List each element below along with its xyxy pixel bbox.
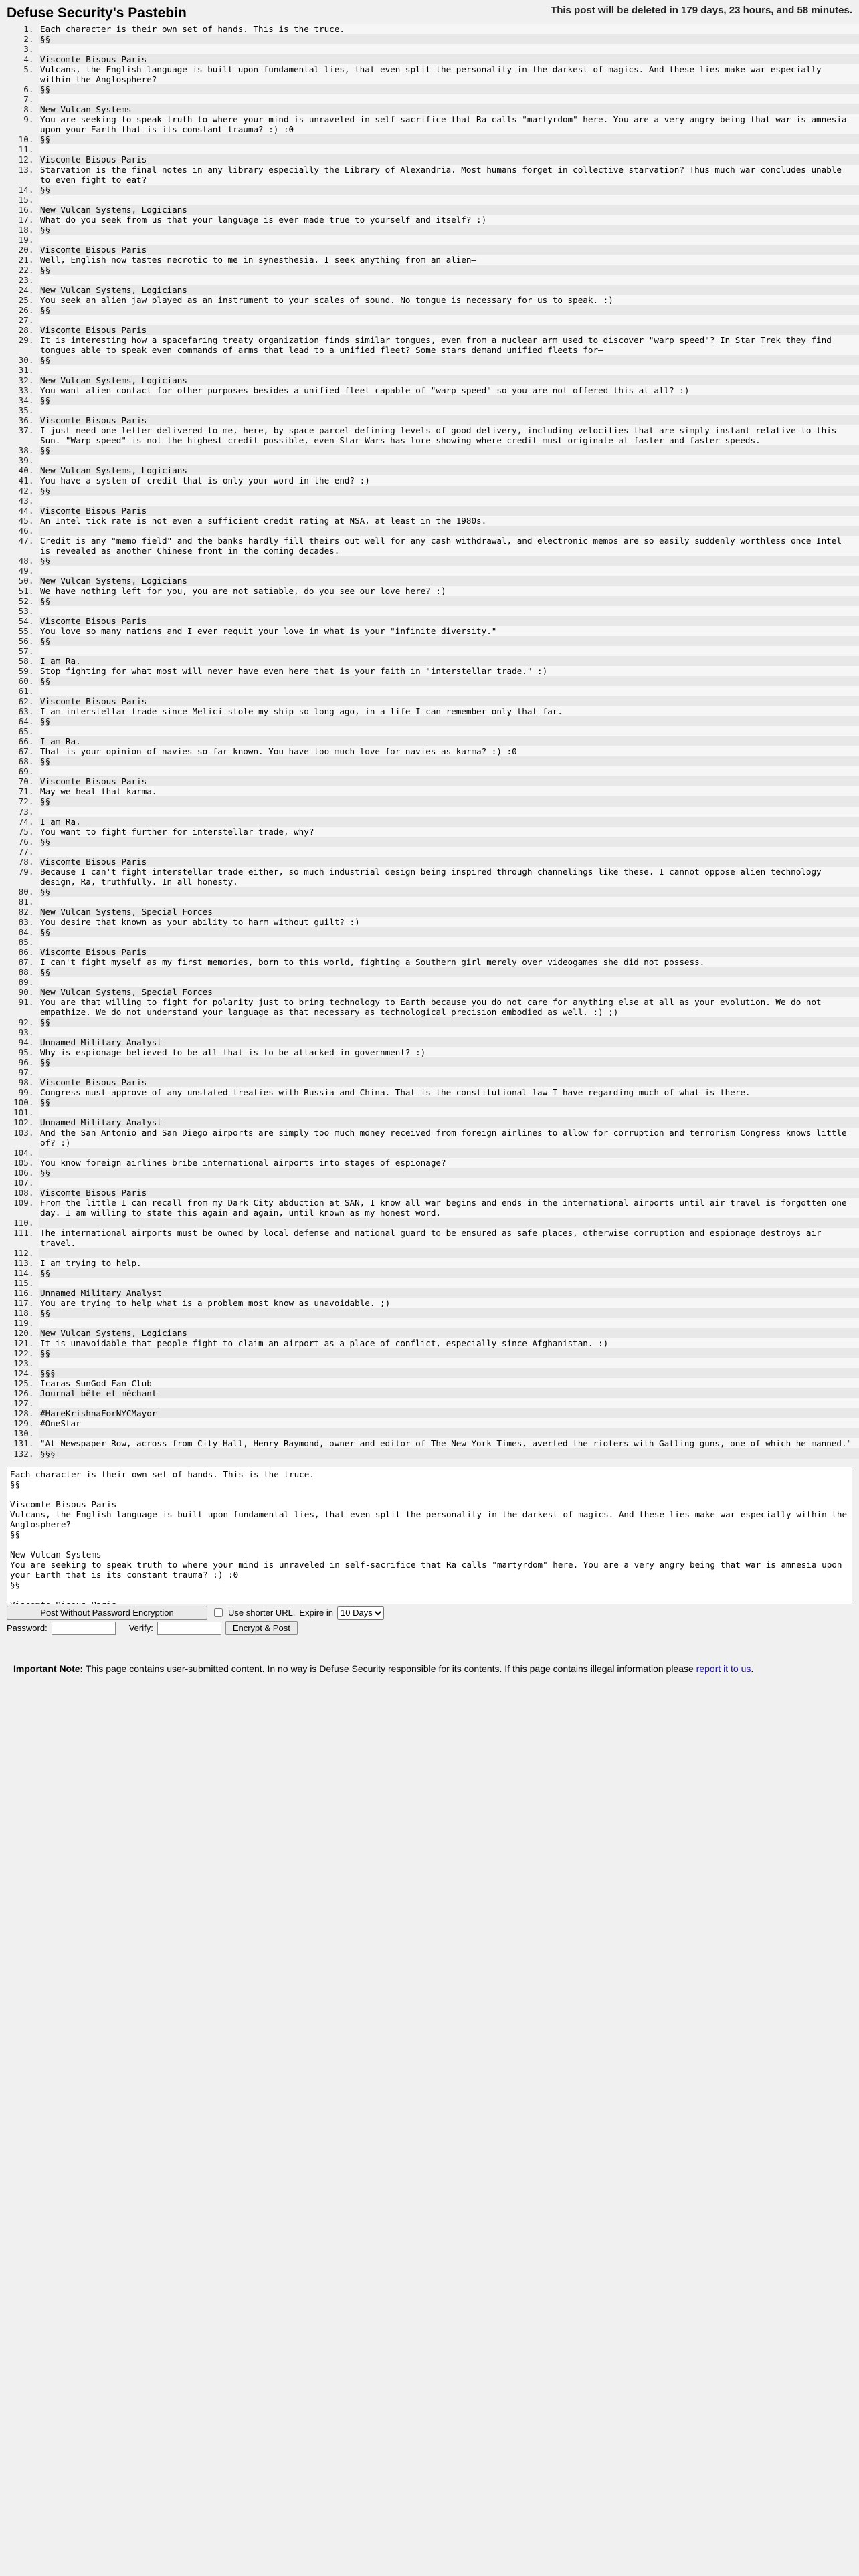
paste-line <box>39 455 859 465</box>
paste-line <box>39 526 859 536</box>
paste-line: 80. §§ <box>39 887 859 897</box>
paste-line: 44. Viscomte Bisous Paris <box>39 506 859 516</box>
paste-line: 12. Viscomte Bisous Paris <box>39 154 859 165</box>
paste-line: 48. §§ <box>39 556 859 566</box>
paste-line <box>39 1148 859 1158</box>
paste-line: 54. Viscomte Bisous Paris <box>39 616 859 626</box>
important-note-title: Important Note: <box>13 1663 84 1674</box>
paste-line <box>39 1067 859 1077</box>
paste-line: 118. §§ <box>39 1308 859 1318</box>
password-label: Password: <box>7 1623 47 1633</box>
paste-line <box>39 1218 859 1228</box>
paste-content <box>0 24 859 1459</box>
paste-line: 106. §§ <box>39 1168 859 1178</box>
paste-line <box>39 646 859 656</box>
paste-textarea[interactable] <box>7 1467 852 1604</box>
paste-line <box>39 144 859 154</box>
paste-line: 60. §§ <box>39 676 859 686</box>
paste-line <box>39 1358 859 1368</box>
paste-line: 121. It is unavoidable that people fight to claim an airport as a place of conflict, especially since Afghanistan. :) <box>39 1338 859 1348</box>
paste-line: 59. Stop fighting for what most will never have even here that is your faith in "interstellar trade." :) <box>39 666 859 676</box>
paste-line: 124. §§§ <box>39 1368 859 1378</box>
paste-line <box>39 496 859 506</box>
paste-line: 74. I am Ra. <box>39 817 859 827</box>
paste-line: 56. §§ <box>39 636 859 646</box>
site-title: Defuse Security's Pastebin <box>7 5 187 21</box>
paste-line: 68. §§ <box>39 756 859 766</box>
paste-line: 1. Each character is their own set of hands. This is the truce. <box>39 24 859 34</box>
paste-line: 99. Congress must approve of any unstated treaties with Russia and China. That is the constitutional law I have regarding much of what is there. <box>39 1087 859 1097</box>
paste-line <box>39 275 859 285</box>
paste-line <box>39 405 859 415</box>
paste-line: 22. §§ <box>39 265 859 275</box>
paste-line: 117. You are trying to help what is a problem most know as unavoidable. ;) <box>39 1298 859 1308</box>
paste-line <box>39 315 859 325</box>
paste-line: 47. Credit is any "memo field" and the banks hardly fill theirs out well for any cash withdrawal, and electronic memos are so easily suddenly worthless once Intel is revealed as another Chinese front in the coming decades. <box>39 536 859 556</box>
paste-line: 2. §§ <box>39 34 859 44</box>
paste-line <box>39 897 859 907</box>
page-header <box>0 0 859 24</box>
paste-line: 24. New Vulcan Systems, Logicians <box>39 285 859 295</box>
paste-line <box>39 726 859 736</box>
paste-line: 128. #HareKrishnaForNYCMayor <box>39 1408 859 1418</box>
paste-line: 90. New Vulcan Systems, Special Forces <box>39 987 859 997</box>
paste-line: 108. Viscomte Bisous Paris <box>39 1188 859 1198</box>
paste-line: 21. Well, English now tastes necrotic to me in synesthesia. I seek anything from an alien— <box>39 255 859 265</box>
paste-line: 28. Viscomte Bisous Paris <box>39 325 859 335</box>
shorter-url-checkbox[interactable] <box>214 1608 223 1617</box>
paste-line <box>39 1027 859 1037</box>
paste-line: 66. I am Ra. <box>39 736 859 746</box>
paste-line <box>39 766 859 776</box>
paste-line: 64. §§ <box>39 716 859 726</box>
post-options-row <box>7 1606 854 1620</box>
shorter-url-label: Use shorter URL. <box>228 1608 296 1618</box>
paste-line: 36. Viscomte Bisous Paris <box>39 415 859 425</box>
paste-line: 45. An Intel tick rate is not even a sufficient credit rating at NSA, at least in the 1980s. <box>39 516 859 526</box>
paste-line: 52. §§ <box>39 596 859 606</box>
paste-line: 76. §§ <box>39 837 859 847</box>
paste-line <box>39 195 859 205</box>
paste-line: 34. §§ <box>39 395 859 405</box>
paste-line: 26. §§ <box>39 305 859 315</box>
paste-line <box>39 847 859 857</box>
paste-line: 20. Viscomte Bisous Paris <box>39 245 859 255</box>
paste-line: 78. Viscomte Bisous Paris <box>39 857 859 867</box>
paste-line: 98. Viscomte Bisous Paris <box>39 1077 859 1087</box>
paste-line: 92. §§ <box>39 1017 859 1027</box>
expiry-notice: This post will be deleted in 179 days, 23 hours, and 58 minutes. <box>551 5 852 16</box>
paste-line: 8. New Vulcan Systems <box>39 104 859 114</box>
expire-label: Expire in <box>299 1608 333 1618</box>
verify-label: Verify: <box>128 1623 153 1633</box>
paste-line: 91. You are that willing to fight for polarity just to bring technology to Earth because you do not care for anything else at all as your evolution. We do not empathize. We do not understand your language as that necessary as technological precision embodied as well. :) ;) <box>39 997 859 1017</box>
paste-line: 42. §§ <box>39 486 859 496</box>
paste-line: 126. Journal bête et méchant <box>39 1388 859 1398</box>
paste-line: 95. Why is espionage believed to be all that is to be attacked in government? :) <box>39 1047 859 1057</box>
paste-line <box>39 1278 859 1288</box>
paste-line: 84. §§ <box>39 927 859 937</box>
paste-line: 55. You love so many nations and I ever requit your love in what is your "infinite diversity." <box>39 626 859 636</box>
paste-line: 63. I am interstellar trade since Melici stole my ship so long ago, in a life I can remember only that far. <box>39 706 859 716</box>
important-note <box>13 1663 852 1674</box>
paste-line: 82. New Vulcan Systems, Special Forces <box>39 907 859 917</box>
paste-line: 6. §§ <box>39 84 859 94</box>
paste-line: 38. §§ <box>39 445 859 455</box>
password-field[interactable] <box>52 1622 116 1635</box>
paste-line: 4. Viscomte Bisous Paris <box>39 54 859 64</box>
paste-line: 40. New Vulcan Systems, Logicians <box>39 465 859 475</box>
paste-line <box>39 1318 859 1328</box>
paste-line: 86. Viscomte Bisous Paris <box>39 947 859 957</box>
paste-editor <box>7 1467 854 1635</box>
paste-line: 16. New Vulcan Systems, Logicians <box>39 205 859 215</box>
paste-line: 96. §§ <box>39 1057 859 1067</box>
paste-line: 71. May we heal that karma. <box>39 786 859 796</box>
paste-line <box>39 1248 859 1258</box>
paste-line: 114. §§ <box>39 1268 859 1278</box>
paste-line: 105. You know foreign airlines bribe international airports into stages of espionage? <box>39 1158 859 1168</box>
paste-line: 70. Viscomte Bisous Paris <box>39 776 859 786</box>
verify-field[interactable] <box>157 1622 221 1635</box>
paste-line: 75. You want to fight further for interstellar trade, why? <box>39 827 859 837</box>
paste-line: 103. And the San Antonio and San Diego airports are simply too much money received from foreign airlines to allow for corruption and terrorism Congress knows little of? :) <box>39 1128 859 1148</box>
paste-line: 41. You have a system of credit that is only your word in the end? :) <box>39 475 859 486</box>
paste-line: 5. Vulcans, the English language is built upon fundamental lies, that even split the personality in the darkest of magics. And these lies make war especially within the Anglosphere? <box>39 64 859 84</box>
paste-line: 17. What do you seek from us that your language is ever made true to yourself and itself? :) <box>39 215 859 225</box>
paste-line: 37. I just need one letter delivered to me, here, by space parcel defining levels of good delivery, including velocities that are simply instant relative to this Sun. "Warp speed" is not the highest credit possible, even Star Wars has lore showing where credit must originate at faster and faster speeds. <box>39 425 859 445</box>
paste-line <box>39 937 859 947</box>
paste-line: 33. You want alien contact for other purposes besides a unified fleet capable of "warp speed" so you are not offered this at all? :) <box>39 385 859 395</box>
paste-line: 14. §§ <box>39 185 859 195</box>
paste-line <box>39 1428 859 1438</box>
paste-line <box>39 1107 859 1117</box>
important-note-end: . <box>751 1663 754 1674</box>
paste-line: 10. §§ <box>39 134 859 144</box>
paste-line: 62. Viscomte Bisous Paris <box>39 696 859 706</box>
expire-select[interactable] <box>337 1606 384 1620</box>
post-without-encryption-button[interactable]: Post Without Password Encryption <box>7 1606 207 1620</box>
paste-line: 72. §§ <box>39 796 859 807</box>
paste-line: 94. Unnamed Military Analyst <box>39 1037 859 1047</box>
paste-line <box>39 977 859 987</box>
paste-line: 131. "At Newspaper Row, across from City Hall, Henry Raymond, owner and editor of The New York Times, averted the rioters with Gatling guns, one of which he manned." <box>39 1438 859 1448</box>
paste-line: 83. You desire that known as your ability to harm without guilt? :) <box>39 917 859 927</box>
paste-line: 58. I am Ra. <box>39 656 859 666</box>
paste-line: 25. You seek an alien jaw played as an instrument to your scales of sound. No tongue is necessary for us to speak. :) <box>39 295 859 305</box>
paste-line: 87. I can't fight myself as my first memories, born to this world, fighting a Southern girl merely over videogames she did not possess. <box>39 957 859 967</box>
paste-line <box>39 807 859 817</box>
paste-line: 79. Because I can't fight interstellar trade either, so much industrial design being inspired through channelings like these. I cannot oppose alien technology design, Ra, truthfully. In all honesty. <box>39 867 859 887</box>
paste-line: 120. New Vulcan Systems, Logicians <box>39 1328 859 1338</box>
paste-line: 32. New Vulcan Systems, Logicians <box>39 375 859 385</box>
paste-line: 129. #OneStar <box>39 1418 859 1428</box>
paste-line <box>39 686 859 696</box>
paste-line <box>39 44 859 54</box>
paste-line: 50. New Vulcan Systems, Logicians <box>39 576 859 586</box>
paste-line <box>39 1398 859 1408</box>
paste-line: 132. §§§ <box>39 1448 859 1459</box>
paste-line <box>39 566 859 576</box>
paste-line: 116. Unnamed Military Analyst <box>39 1288 859 1298</box>
paste-line: 67. That is your opinion of navies so far known. You have too much love for navies as karma? :) :0 <box>39 746 859 756</box>
paste-line: 51. We have nothing left for you, you are not satiable, do you see our love here? :) <box>39 586 859 596</box>
paste-line: 30. §§ <box>39 355 859 365</box>
report-link[interactable]: report it to us <box>696 1663 751 1674</box>
paste-line: 102. Unnamed Military Analyst <box>39 1117 859 1128</box>
paste-line: 9. You are seeking to speak truth to where your mind is unraveled in self-sacrifice that Ra calls "martyrdom" here. You are a very angry being that war is amnesia upon your Earth that is its constant trauma? :) :0 <box>39 114 859 134</box>
paste-line: 29. It is interesting how a spacefaring treaty organization finds similar tongues, even from a nuclear arm used to discover "warp speed"? In Star Trek they find tongues able to speak even commands of arms that lead to a unified fleet? Some stars demand unified fleets for— <box>39 335 859 355</box>
encrypt-post-button[interactable]: Encrypt & Post <box>225 1621 298 1635</box>
encrypt-row <box>7 1621 854 1635</box>
important-note-text: This page contains user-submitted content. In no way is Defuse Security responsible for its contents. If this page contains illegal information please <box>83 1663 696 1674</box>
paste-line <box>39 94 859 104</box>
paste-line: 88. §§ <box>39 967 859 977</box>
paste-line <box>39 1178 859 1188</box>
paste-line: 111. The international airports must be owned by local defense and national guard to be ensured as safe places, otherwise corruption and espionage destroys air travel. <box>39 1228 859 1248</box>
paste-line <box>39 365 859 375</box>
paste-line: 100. §§ <box>39 1097 859 1107</box>
paste-line <box>39 606 859 616</box>
paste-line <box>39 235 859 245</box>
paste-line: 13. Starvation is the final notes in any library especially the Library of Alexandria. Most humans forget in collective starvation? Thus much war concludes unable to even fight to eat? <box>39 165 859 185</box>
paste-line: 109. From the little I can recall from my Dark City abduction at SAN, I know all war begins and ends in the international airports until air travel is forgotten one day. I am willing to state this again and again, until known as my honest word. <box>39 1198 859 1218</box>
paste-line: 18. §§ <box>39 225 859 235</box>
paste-line: 122. §§ <box>39 1348 859 1358</box>
paste-line: 113. I am trying to help. <box>39 1258 859 1268</box>
paste-line: 125. Icaras SunGod Fan Club <box>39 1378 859 1388</box>
